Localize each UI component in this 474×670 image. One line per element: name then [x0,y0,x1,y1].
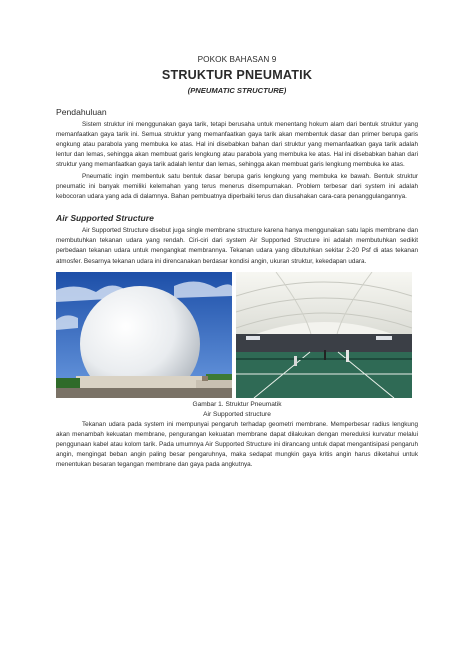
document-page [56,54,418,470]
air-supported-paragraph: Air Supported Structure disebut juga single membrane structure karena hanya menggunakan satu lapis membrane dan membutuhkan tekanan udara yang rendah. Ciri-ciri dari system Air Supported Structure ini adalah membutuhkan sedikit perbedaan tekanan udara untuk mengangkat membrannya. Tekanan udara yang dibutuhkan sekitar 2-20 Psf di atas tekanan atmosfer. Besarnya tekanan udara ini direncanakan berdasar kondisi angin, ukuran struktur, kekedapan udara. [56,227,418,265]
intro-heading: Pendahuluan [56,107,107,117]
figure-images [56,272,418,398]
closing-paragraph: Tekanan udara pada system ini mempunyai pengaruh terhadap geometri membrane. Memperbesar radius lengkung akan menambah kekuatan membrane, pengurangan kekuatan membrane dapat dilakukan dengan mereduksi kurvatur melalui penggunaan kabel atau kolom tarik. Pada umumnya Air Supported Structure ini dirancang untuk dapat mengantisipasi pengaruh angin, mengingat beban angin paling besar pengaruhnya, maka sedapat mungkin gaya kritis angin harus diketahui untuk menentukan besaran tegangan membrane dan gaya pada angkutnya. [56,420,418,468]
intro-paragraph-1: Sistem struktur ini menggunakan gaya tarik, tetapi berusaha untuk menentang hokum alam dari bentuk struktur yang memanfaatkan gaya tarik ini. Semua struktur yang memanfaatkan gaya tarik akan membentuk dasar dan primer berupa garis engkung atau parabola yang membuka ke atas. Hal ini disebabkan bahan dari struktur yang memanfaatkan gaya tarik adalah lentur dan lemas, sehingga akan membuat garis lengkung atau parabola yang membuka ke atas. Hal ini disebabkan bahan dari struktur yang memanfaatkan gaya tarik adalah lentur dan lemas, sehingga akan membuat garis lengkung membuka ke atas. [56,121,418,169]
tennis-dome-photo [236,272,412,398]
figure-caption-line-1: Gambar 1. Struktur Pneumatik [192,400,282,408]
figure-caption-line-2: Air Supported structure [203,410,271,418]
air-supported-heading: Air Supported Structure [56,213,154,224]
topic-label: POKOK BAHASAN 9 [197,55,277,64]
dome-photo [56,272,232,398]
page-title: STRUKTUR PNEUMATIK [161,68,313,82]
intro-paragraph-2: Pneumatic ingin membentuk satu bentuk dasar berupa garis lengkung yang membuka ke bawah. Bentuk struktur pneumatic ini banyak memiliki kelemahan yang terus menerus disempurnakan. Problem terbesar dari system ini adalah kebocoran udara yang ada di dalamnya. Bahan pembuatnya diperbaiki terus dan diusahakan cara-cara penanggulangannya. [56,173,418,201]
page-subtitle: (PNEUMATIC STRUCTURE) [187,86,287,95]
